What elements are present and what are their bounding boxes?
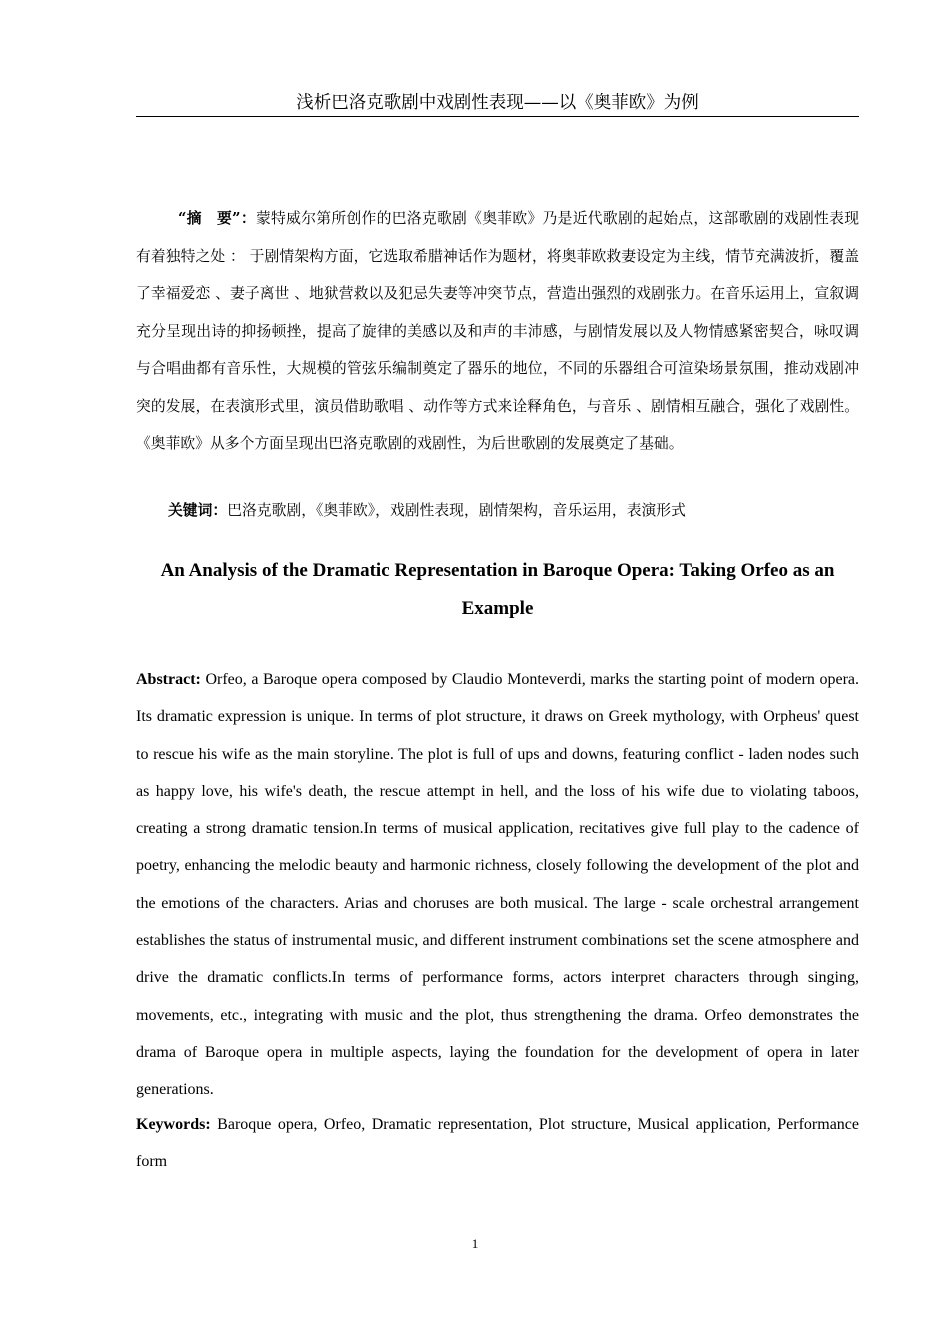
chinese-abstract-label: “摘 要”： [178,210,256,227]
english-abstract-label: Abstract: [136,671,201,688]
chinese-keywords-text: 巴洛克歌剧，《奥菲欧》，戏剧性表现，剧情架构，音乐运用，表演形式 [227,502,686,519]
chinese-abstract [136,200,859,463]
chinese-abstract-text: 蒙特威尔第所创作的巴洛克歌剧《奥菲欧》乃是近代歌剧的起始点，这部歌剧的戏剧性表现有着独特之处 ： 于剧情架构方面，它选取希腊神话作为题材，将奥菲欧救妻设定为主线，情节充满波折，覆盖了幸福爱恋 、妻子离世 、地狱营救以及犯忌失妻等冲突节点，营造出强烈的戏剧张力。在音乐运用上，宣叙调充分呈现出诗的抑扬顿挫，提高了旋律的美感以及和声的丰沛感，与剧情发展以及人物情感紧密契合，咏叹调与合唱曲都有音乐性，大规模的管弦乐编制奠定了器乐的地位，不同的乐器组合可渲染场景氛围，推动戏剧冲突的发展，在表演形式里，演员借助歌唱 、动作等方式来诠释角色，与音乐 、剧情相互融合，强化了戏剧性。《奥菲欧》从多个方面呈现出巴洛克歌剧的戏剧性，为后世歌剧的发展奠定了基础。 [136,210,859,452]
english-keywords-label: Keywords: [136,1116,211,1133]
english-title: An Analysis of the Dramatic Representation in Baroque Opera: Taking Orfeo as an Example [160,560,835,619]
english-abstract-text: Orfeo, a Baroque opera composed by Claudio Monteverdi, marks the starting point of modern opera. Its dramatic expression is unique. In terms of plot structure, it draws on Greek mythology, with Orpheus' quest to rescue his wife as the main storyline. The plot is full of ups and downs, featuring conflict - laden nodes such as happy love, his wife's death, the rescue attempt in hell, and the loss of his wife due to violating taboos, creating a strong dramatic tension.In terms of musical application, recitatives give full play to the cadence of poetry, enhancing the melodic beauty and harmonic richness, closely following the development of the plot and the emotions of the characters. Arias and choruses are both musical. The large - scale orchestral arrangement establishes the status of instrumental music, and different instrument combinations set the scene atmosphere and drive the dramatic conflicts.In terms of performance forms, actors interpret characters through singing, movements, etc., integrating with music and the plot, thus strengthening the drama. Orfeo demonstrates the drama of Baroque opera in multiple aspects, laying the foundation for the development of opera in later generations. [136,671,860,1099]
english-abstract [136,661,859,1109]
running-header-title: 浅析巴洛克歌剧中戏剧性表现——以《奥菲欧》为例 [136,90,859,117]
english-keywords-text: Baroque opera, Orfeo, Dramatic representation, Plot structure, Musical application, Performance form [136,1116,860,1171]
english-keywords [136,1106,859,1181]
page-number: 1 [471,1236,479,1251]
chinese-keywords-label: 关键词： [168,502,228,519]
chinese-keywords [136,496,859,526]
